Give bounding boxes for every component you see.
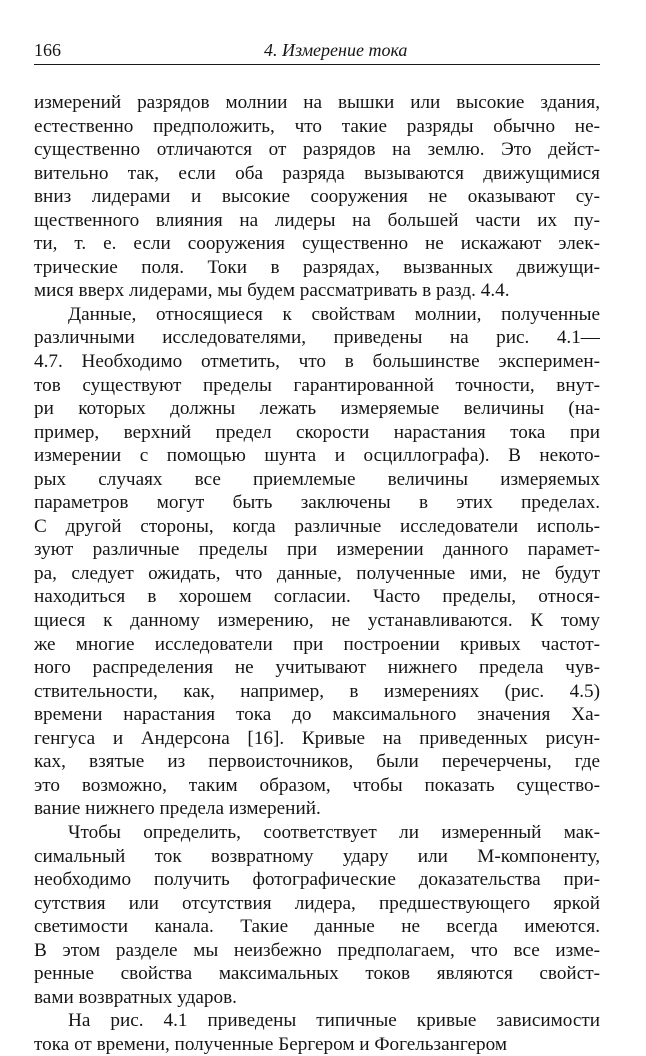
text-line: же многие исследователи при построении кривых частот-	[34, 633, 600, 655]
page-header	[34, 38, 600, 65]
text-line: С другой стороны, когда различные исследователи исполь-	[34, 515, 600, 537]
text-line: ках, взятые из первоисточников, были перечерчены, где	[34, 751, 600, 773]
text-line: ти, т. е. если сооружения существенно не искажают элек-	[34, 233, 600, 255]
text-line: необходимо получить фотографические доказательства при-	[34, 869, 600, 891]
text-line: пример, верхний предел скорости нарастания тока при	[34, 421, 600, 443]
text-line: вниз лидерами и высокие сооружения не оказывают су-	[34, 186, 600, 208]
text-line: параметров могут быть заключены в этих пределах.	[34, 492, 600, 514]
text-line: мися вверх лидерами, мы будем рассматривать в разд. 4.4.	[34, 280, 510, 302]
paragraph	[34, 821, 600, 1009]
text-line: существенно отличаются от разрядов на землю. Это дейст-	[34, 139, 600, 161]
text-line: тов существуют пределы гарантированной точности, внут-	[34, 374, 600, 396]
text-line: Данные, относящиеся к свойствам молнии, полученные	[68, 303, 600, 325]
text-line: Чтобы определить, соответствует ли измеренный мак-	[68, 821, 600, 843]
text-line: вание нижнего предела измерений.	[34, 798, 321, 820]
text-line: вами возвратных ударов.	[34, 986, 237, 1008]
text-line: это возможно, таким образом, чтобы показать существо-	[34, 774, 600, 796]
text-line: измерении с помощью шунта и осциллографа). В некото-	[34, 445, 600, 467]
text-line: сутствия или отсутствия лидера, предшествующего яркой	[34, 892, 600, 914]
text-line: щиеся к данному измерению, не устанавливаются. К тому	[34, 610, 600, 632]
text-line: измерений разрядов молнии на вышки или высокие здания,	[34, 92, 600, 113]
text-line: естественно предположить, что такие разряды обычно не-	[34, 115, 600, 137]
text-line: ра, следует ожидать, что данные, полученные ими, не будут	[34, 562, 600, 584]
paragraph	[34, 303, 600, 821]
paragraph	[34, 1009, 600, 1056]
text-line: 4.7. Необходимо отметить, что в большинстве эксперимен-	[34, 351, 600, 373]
text-line: трические поля. Токи в разрядах, вызванных движущи-	[34, 256, 600, 278]
text-line: генгуса и Андерсона [16]. Кривые на приведенных рисун-	[34, 727, 600, 749]
page-number: 166	[34, 40, 61, 60]
text-line: различными исследователями, приведены на рис. 4.1—	[34, 327, 600, 349]
text-line: В этом разделе мы неизбежно предполагаем, что все изме-	[34, 939, 600, 961]
text-line: светимости канала. Такие данные не всегда имеются.	[34, 916, 600, 938]
text-line: ного распределения не учитывают нижнего предела чув-	[34, 657, 600, 679]
text-line: щественного влияния на лидеры на большей части их пу-	[34, 209, 600, 231]
text-line: вительно так, если оба разряда вызываются движущимися	[34, 162, 600, 184]
text-line: ренные свойства максимальных токов являются свойст-	[34, 963, 600, 985]
text-line: На рис. 4.1 приведены типичные кривые зависимости	[68, 1010, 600, 1032]
text-line: симальный ток возвратному удару или М-компоненту,	[34, 845, 600, 867]
text-line: зуют различные пределы при измерении данного парамет-	[34, 539, 600, 561]
paragraph	[34, 91, 600, 303]
text-line: рых случаях все приемлемые величины измеряемых	[34, 468, 600, 490]
text-line: находиться в хорошем согласии. Часто пределы, относя-	[34, 586, 600, 608]
text-line: ри которых должны лежать измеряемые величины (на-	[34, 398, 600, 420]
text-line: времени нарастания тока до максимального значения Ха-	[34, 704, 600, 726]
running-title: 4. Измерение тока	[264, 40, 408, 60]
body-text	[34, 91, 600, 1056]
text-line: ствительности, как, например, в измерениях (рис. 4.5)	[34, 680, 600, 702]
text-line: тока от времени, полученные Бергером и Фогельзангером	[34, 1033, 507, 1055]
